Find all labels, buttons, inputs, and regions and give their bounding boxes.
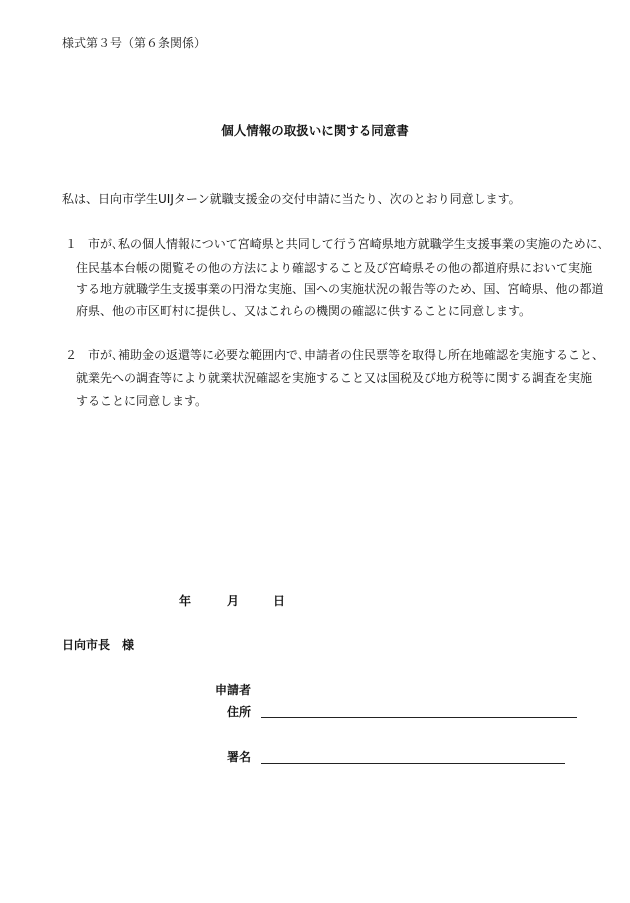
- item-number: ２: [65, 348, 78, 362]
- item-line: する地方就職学生支援事業の円滑な実施、国への実施状況の報告等のため、国、宮崎県、他の都道: [76, 282, 604, 296]
- item-line: 府県、他の市区町村に提供し、又はこれらの機関の確認に供することに同意します。: [76, 304, 532, 318]
- item-line: 就業先への調査等により就業状況確認を実施すること又は国税及び地方税等に関する調査を実施: [76, 371, 593, 385]
- intro-statement: 私は、日向市学生UIJターン就職支援金の交付申請に当たり、次のとおり同意します。: [62, 192, 521, 206]
- item-line: 市が､私の個人情報について宮崎県と共同して行う宮崎県地方就職学生支援事業の実施のために､: [88, 237, 604, 251]
- form-number: 様式第３号（第６条関係）: [62, 36, 207, 50]
- signature-label: 署名: [227, 750, 252, 764]
- date-month: 月: [227, 594, 240, 608]
- item-line: することに同意します。: [76, 394, 208, 408]
- addressee: 日向市長 様: [62, 638, 135, 652]
- item-number: １: [65, 237, 78, 251]
- date-year: 年: [179, 594, 192, 608]
- date-day: 日: [273, 594, 286, 608]
- item-line: 住民基本台帳の閲覧その他の方法により確認すること及び宮崎県その他の都道府県において実施: [76, 261, 593, 275]
- signature-field-line[interactable]: [261, 763, 565, 764]
- applicant-heading: 申請者: [215, 683, 252, 697]
- address-label: 住所: [227, 705, 252, 719]
- document-title: 個人情報の取扱いに関する同意書: [221, 123, 409, 138]
- item-line: 市が､補助金の返還等に必要な範囲内で､申請者の住民票等を取得し所在地確認を実施すること、: [88, 348, 605, 362]
- address-field-line[interactable]: [261, 717, 577, 718]
